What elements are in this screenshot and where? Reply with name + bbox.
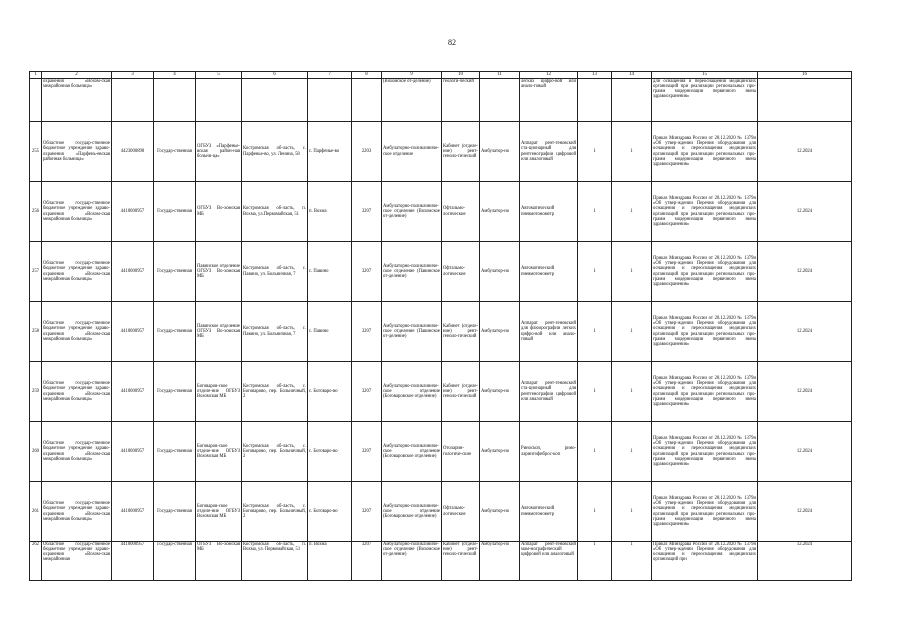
cell-inn: 4410000957 <box>112 542 154 581</box>
cell-equipment: Автоматический пневмотонометр <box>520 482 578 542</box>
cell-quantity-2: 1 <box>612 362 652 422</box>
cell-department: Амбулаторно-поликлиниче-ское отделение <box>382 122 442 182</box>
cell-department: Амбулаторно-поликлиниче-ское отделение (Павинское от-деление) <box>382 242 442 302</box>
column-number: 13 <box>578 72 612 79</box>
cell-room: Отоларин-гологиче-ские <box>442 422 480 482</box>
cell-code: 3207 <box>352 422 382 482</box>
cell-room: Кабинет (отделе-ние) рент-геноло-гический <box>442 362 480 422</box>
cell-number <box>30 79 42 122</box>
table-row <box>30 542 852 581</box>
column-number: 16 <box>758 72 852 79</box>
cell-address: Костромская об-ласть, с. Павино, ул. Больничная, 7 <box>242 302 308 362</box>
table-row <box>30 422 852 482</box>
cell-quantity-1: 1 <box>578 242 612 302</box>
cell-date: 12.2024 <box>758 362 852 422</box>
cell-short-name: Боговаров-ское отделе-ние ОГБУЗ Вохомская МБ <box>196 482 242 542</box>
cell-room: Кабинет (отделе-ние) рент-геноло-гический <box>442 542 480 581</box>
cell-short-name: Павинское отделение ОГБУЗ Во-хомская МБ <box>196 302 242 362</box>
column-number: 2 <box>42 72 112 79</box>
cell-inn: 4410000957 <box>112 362 154 422</box>
cell-inn: 4410000957 <box>112 182 154 242</box>
cell-code: 2203 <box>352 122 382 182</box>
equipment-table <box>29 71 852 581</box>
cell-inn: 4410000957 <box>112 422 154 482</box>
cell-number: 260 <box>30 422 42 482</box>
cell-care-form <box>480 79 520 122</box>
cell-equipment: Аппарат рент-геновский ста-ционарный для рентгенографии цифровой или аналоговый <box>520 362 578 422</box>
column-number: 6 <box>242 72 308 79</box>
cell-address: Костромская об-ласть, с. Боговарово, пер. Больничный, 2 <box>242 422 308 482</box>
column-number: 3 <box>112 72 154 79</box>
table-row <box>30 242 852 302</box>
cell-number: 261 <box>30 482 42 542</box>
cell-short-name <box>196 79 242 122</box>
table-row <box>30 482 852 542</box>
cell-quantity-1: 1 <box>578 482 612 542</box>
column-number: 10 <box>442 72 480 79</box>
cell-organization: Областное государ-ственное бюджетное учреждение здраво-охранения «Вохом-ская межрайонная <box>42 542 112 581</box>
cell-department: Амбулаторно-поликлиниче-ское отделение (Павинское от-деление) <box>382 302 442 362</box>
table-row <box>30 362 852 422</box>
cell-room: Офтальмо-логические <box>442 182 480 242</box>
cell-settlement: п. Вохма <box>308 542 352 581</box>
cell-quantity-2 <box>612 79 652 122</box>
cell-number: 255 <box>30 122 42 182</box>
cell-quantity-2: 1 <box>612 122 652 182</box>
cell-ownership: Государ-ственная <box>154 122 196 182</box>
cell-quantity-2: 1 <box>612 182 652 242</box>
cell-organization: Областное государ-ственное бюджетное учреждение здраво-охранения «Вохом-ская межрайонная больница» <box>42 242 112 302</box>
cell-care-form: Амбулатор-но <box>480 422 520 482</box>
cell-code: 3207 <box>352 242 382 302</box>
cell-date <box>758 79 852 122</box>
cell-care-form: Амбулатор-но <box>480 542 520 581</box>
cell-equipment: Риноскоп, рино-ларингофиброс-коп <box>520 422 578 482</box>
cell-department: Амбулаторно-поликлиниче-ское отделение (Боговаровское отделение) <box>382 422 442 482</box>
cell-department: Амбулаторно-поликлиниче-ское отделение (Боговаровское отделение) <box>382 362 442 422</box>
column-number: 15 <box>652 72 758 79</box>
cell-quantity-2: 1 <box>612 542 652 581</box>
cell-equipment: Автоматический пневмотонометр <box>520 242 578 302</box>
cell-care-form: Амбулатор-но <box>480 242 520 302</box>
cell-quantity-2: 1 <box>612 242 652 302</box>
cell-quantity-1: 1 <box>578 362 612 422</box>
cell-quantity-2: 1 <box>612 422 652 482</box>
cell-inn: 4410000957 <box>112 302 154 362</box>
cell-equipment: Аппарат рент-геновский для флюорографии легких цифро-вой или анало-говый <box>520 302 578 362</box>
cell-settlement: п. Вохма <box>308 182 352 242</box>
cell-code: 3207 <box>352 542 382 581</box>
cell-ownership: Государ-ственная <box>154 242 196 302</box>
cell-settlement: с. Павино <box>308 242 352 302</box>
cell-quantity-1: 1 <box>578 122 612 182</box>
cell-ownership: Государ-ственная <box>154 422 196 482</box>
continuation-row <box>30 79 852 122</box>
cell-room: Офтальмо-логические <box>442 242 480 302</box>
cell-basis: Приказ Минздрава России от 28.12.2020 № 1379н «Об утвер-ждении Перечня оборудования для оснащения и переоснащения медицинских организаций при реализации региональных про-грамм модернизации первичного звена здравоохранения» <box>652 182 758 242</box>
cell-settlement <box>308 79 352 122</box>
cell-date: 12.2024 <box>758 422 852 482</box>
cell-room: Офтальмо-логические <box>442 482 480 542</box>
cell-department: Амбулаторно-поликлиниче-ское отделение (Боговаровское отделение) <box>382 482 442 542</box>
cell-department: Амбулаторно-поликлиниче-ское отделение (Вохомское от-деление) <box>382 542 442 581</box>
table-row <box>30 122 852 182</box>
cell-number: 262 <box>30 542 42 581</box>
cell-settlement: с. Парфенье-во <box>308 122 352 182</box>
cell-date: 12.2024 <box>758 542 852 581</box>
cell-care-form: Амбулатор-но <box>480 122 520 182</box>
cell-basis: Приказ Минздрава России от 28.12.2020 № 1379н «Об утвер-ждении Перечня оборудования для оснащения и переоснащения медицинских организаций при реализации региональных про-грамм модернизации первичного звена здравоохранения» <box>652 422 758 482</box>
cell-quantity-2: 1 <box>612 302 652 362</box>
page-number: 82 <box>448 38 456 47</box>
cell-ownership: Государ-ственная <box>154 302 196 362</box>
cell-department: (Вохомское от-деление) <box>382 79 442 122</box>
column-number: 5 <box>196 72 242 79</box>
cell-ownership: Государ-ственная <box>154 182 196 242</box>
cell-quantity-1: 1 <box>578 542 612 581</box>
cell-basis: Приказ Минздрава России от 28.12.2020 № 1379н «Об утвер-ждении Перечня оборудования для оснащения и переоснащения медицинских организаций при реализации региональных про-грамм модернизации первичного звена здравоохранения» <box>652 242 758 302</box>
cell-address: Костромская об-ласть, п. Вохма, ул. Первомайская, 51 <box>242 542 308 581</box>
cell-basis: Приказ Минздрава России от 28.12.2020 № 1379н «Об утвер-ждении Перечня оборудования для оснащения и переоснащения медицинских организаций при реализации региональных про-грамм модернизации первичного звена здравоохранения» <box>652 302 758 362</box>
column-number: 11 <box>480 72 520 79</box>
cell-quantity-2: 1 <box>612 482 652 542</box>
column-number-row <box>30 72 852 79</box>
cell-basis: для оснащения и переоснащения медицинских организаций при реализации региональных про-грамм модернизации первичного звена здравоохранения» <box>652 79 758 122</box>
cell-ownership: Государ-ственная <box>154 482 196 542</box>
cell-settlement: с. Боговаро-во <box>308 482 352 542</box>
column-number: 9 <box>382 72 442 79</box>
cell-date: 12.2024 <box>758 242 852 302</box>
cell-code: 3207 <box>352 362 382 422</box>
cell-care-form: Амбулатор-но <box>480 482 520 542</box>
cell-date: 12.2024 <box>758 182 852 242</box>
cell-equipment: Автоматический пневмотонометр <box>520 182 578 242</box>
table-row <box>30 182 852 242</box>
cell-short-name: Боговаров-ское отделе-ние ОГБУЗ Вохомская МБ <box>196 422 242 482</box>
column-number: 14 <box>612 72 652 79</box>
cell-short-name: Павинское отделение ОГБУЗ Во-хомская МБ <box>196 242 242 302</box>
cell-date: 12.2024 <box>758 302 852 362</box>
cell-room: Кабинет (отделе-ние) рент-геноло-гический <box>442 302 480 362</box>
cell-address: Костромская об-ласть, п. Вохма, ул.Первомайская, 51 <box>242 182 308 242</box>
cell-inn <box>112 79 154 122</box>
cell-organization: Областное государ-ственное бюджетное учреждение здраво-охранения «Парфень-евская районная больница» <box>42 122 112 182</box>
cell-organization: Областное государ-ственное бюджетное учреждение здраво-охранения «Вохом-ская межрайонная больница» <box>42 182 112 242</box>
cell-care-form: Амбулатор-но <box>480 362 520 422</box>
cell-basis: Приказ Минздрава России от 28.12.2020 № 1379н «Об утвер-ждении Перечня оборудования для оснащения и переоснащения медицинских организаций при реализации региональных про-грамм модернизации первичного звена здравоохранения» <box>652 362 758 422</box>
cell-equipment: Аппарат рент-геновский мам-мографический цифровой или аналоговый <box>520 542 578 581</box>
column-number: 1 <box>30 72 42 79</box>
table-row <box>30 302 852 362</box>
cell-room: геологи-ческий <box>442 79 480 122</box>
cell-settlement: с. Боговаро-во <box>308 362 352 422</box>
cell-organization: Областное государ-ственное бюджетное учреждение здраво-охранения «Вохом-ская межрайонная больница» <box>42 482 112 542</box>
cell-short-name: ОГБУЗ Во-хомская МБ <box>196 542 242 581</box>
cell-code: 3207 <box>352 302 382 362</box>
column-number: 4 <box>154 72 196 79</box>
cell-inn: 4410000957 <box>112 482 154 542</box>
cell-organization: Областное государ-ственное бюджетное учреждение здраво-охранения «Вохом-ская межрайонная больница» <box>42 302 112 362</box>
cell-basis: Приказ Минздрава России от 28.12.2020 № 1379н «Об утвер-ждении Перечня оборудования для оснащения и переоснащения медицинских организаций при реализации региональных про-грамм модернизации первичного звена здравоохранения» <box>652 122 758 182</box>
cell-inn: 4423000898 <box>112 122 154 182</box>
cell-organization: Областное государ-ственное бюджетное учреждение здраво-охранения «Вохом-ская межрайонная больница» <box>42 362 112 422</box>
cell-basis: Приказ Минздрава России от 28.12.2020 № 1379н «Об утвер-ждении Перечня оборудования для оснащения и переоснащения медицинских организаций при <box>652 542 758 581</box>
cell-care-form: Амбулатор-но <box>480 302 520 362</box>
cell-short-name: ОГБУЗ «Парфенье-вская район-ная больни-ца» <box>196 122 242 182</box>
cell-address: Костромская об-ласть, с. Боговарово, пер. Больничный, 2 <box>242 482 308 542</box>
cell-short-name: ОГБУЗ Во-хомская МБ <box>196 182 242 242</box>
column-number: 7 <box>308 72 352 79</box>
cell-code: 3207 <box>352 482 382 542</box>
column-number: 12 <box>520 72 578 79</box>
cell-inn: 4410000957 <box>112 242 154 302</box>
cell-ownership: Государ-ственная <box>154 362 196 422</box>
cell-number: 258 <box>30 302 42 362</box>
cell-quantity-1 <box>578 79 612 122</box>
cell-number: 259 <box>30 362 42 422</box>
cell-settlement: с. Павино <box>308 302 352 362</box>
cell-room: Кабинет (отделе-ние) рент-геноло-гический <box>442 122 480 182</box>
cell-quantity-1: 1 <box>578 302 612 362</box>
cell-code: 3207 <box>352 182 382 242</box>
cell-date: 12.2024 <box>758 482 852 542</box>
cell-ownership: Государ-ственная <box>154 542 196 581</box>
cell-address: Костромская об-ласть, с. Павино, ул. Больничная, 7 <box>242 242 308 302</box>
cell-equipment: Аппарат рент-геновский ста-ционарный для рентгенографии цифровой или аналоговый <box>520 122 578 182</box>
cell-number: 256 <box>30 182 42 242</box>
cell-care-form: Амбулатор-но <box>480 182 520 242</box>
cell-address: Костромская об-ласть, с. Боговарово, пер. Больничный, 2 <box>242 362 308 422</box>
cell-basis: Приказ Минздрава России от 28.12.2020 № 1379н «Об утвер-ждении Перечня оборудования для оснащения и переоснащения медицинских организаций при реализации региональных про-грамм модернизации первичного звена здравоохранения» <box>652 482 758 542</box>
cell-settlement: с. Боговаро-во <box>308 422 352 482</box>
cell-quantity-1: 1 <box>578 422 612 482</box>
cell-equipment: легких цифро-вой или анало-говый <box>520 79 578 122</box>
cell-department: Амбулаторно-поликлиниче-ское отделение (Вохомское от-деление) <box>382 182 442 242</box>
cell-address <box>242 79 308 122</box>
cell-code <box>352 79 382 122</box>
cell-short-name: Боговаров-ское отделе-ние ОГБУЗ Вохомская МБ <box>196 362 242 422</box>
cell-date: 12.2024 <box>758 122 852 182</box>
cell-quantity-1: 1 <box>578 182 612 242</box>
cell-address: Костромская об-ласть, с. Парфенье-во, ул. Ленина, 58 <box>242 122 308 182</box>
cell-ownership <box>154 79 196 122</box>
cell-organization: Областное государ-ственное бюджетное учреждение здраво-охранения «Вохом-ская межрайонная больница» <box>42 422 112 482</box>
column-number: 8 <box>352 72 382 79</box>
cell-organization: охранения «Вохом-ская межрайонная больница» <box>42 79 112 122</box>
cell-number: 257 <box>30 242 42 302</box>
